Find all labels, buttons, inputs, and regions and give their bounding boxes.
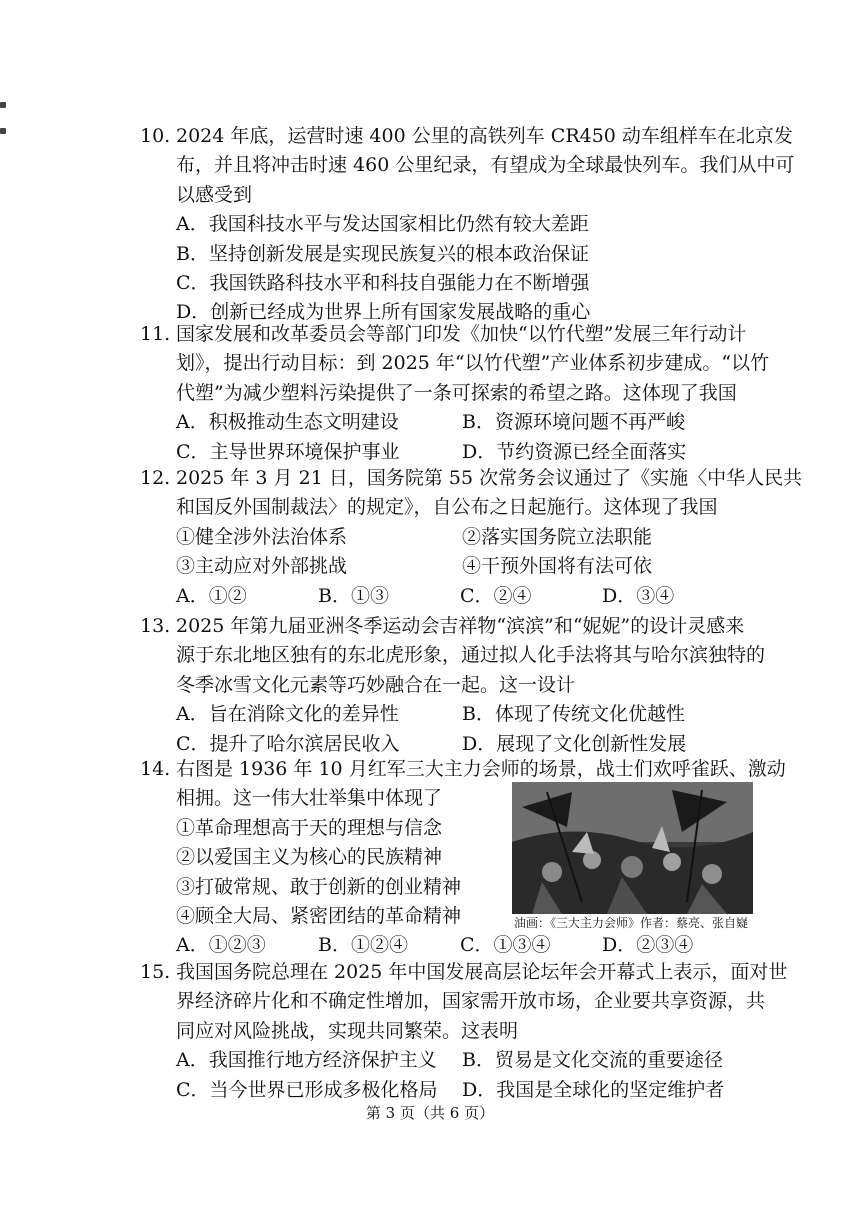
painting-image [512, 782, 753, 932]
option-d: D．②③④ [602, 934, 694, 957]
option-b: B．贸易是文化交流的重要途径 [462, 1049, 723, 1072]
option-c: C．①③④ [460, 934, 551, 957]
question-text: 布，并且将冲击时速 460 公里纪录，有望成为全球最快列车。我们从中可 [176, 154, 795, 177]
question-12 [140, 464, 803, 611]
option-b: B．资源环境问题不再严峻 [462, 411, 685, 434]
option-c: C．我国铁路科技水平和科技自强能力在不断增强 [176, 272, 590, 295]
page-footer: 第 3 页（共 6 页） [365, 1104, 495, 1122]
question-text: 右图是 1936 年 10 月红军三大主力会师的场景，战士们欢呼雀跃、激动 [176, 758, 786, 780]
statement-1: ①革命理想高于天的理想与信念 [176, 816, 443, 839]
statement-2: ②以爱国主义为核心的民族精神 [176, 846, 443, 869]
option-a: A．旨在消除文化的差异性 [176, 703, 399, 726]
painting-figure [512, 782, 753, 932]
question-number: 13. [140, 615, 171, 637]
option-b: B．坚持创新发展是实现民族复兴的根本政治保证 [176, 242, 589, 265]
question-text: 界经济碎片化和不确定性增加，国家需开放市场，企业要共享资源，共 [176, 990, 766, 1013]
option-a: A．我国科技水平与发达国家相比仍然有较大差距 [176, 213, 589, 236]
question-13 [140, 612, 766, 759]
question-11 [140, 320, 770, 467]
option-b: B．①②④ [318, 934, 408, 957]
question-text: 源于东北地区独有的东北虎形象，通过拟人化手法将其与哈尔滨独特的 [176, 644, 766, 667]
statement-4: ④顾全大局、紧密团结的革命精神 [176, 905, 462, 928]
painting-caption: 油画：《三大主力会师》作者：蔡亮、张自嶷 [512, 914, 753, 932]
option-a: A．①②③ [176, 934, 266, 957]
question-text: 同应对风险挑战，实现共同繁荣。这表明 [176, 1019, 519, 1042]
question-number: 10. [140, 125, 171, 147]
statement-4: ④干预外国将有法可依 [462, 555, 653, 578]
option-c: C．②④ [460, 584, 532, 607]
question-number: 11. [140, 323, 171, 345]
question-10 [140, 122, 795, 328]
question-text: 2025 年第九届亚洲冬季运动会吉祥物“滨滨”和“妮妮”的设计灵感来 [176, 615, 745, 637]
question-number: 15. [140, 961, 171, 983]
question-text: 代塑”为减少塑料污染提供了一条可探索的希望之路。这体现了我国 [176, 381, 737, 404]
statement-3: ③主动应对外部挑战 [176, 555, 348, 578]
option-a: A．积极推动生态文明建设 [176, 411, 399, 434]
option-b: B．体现了传统文化优越性 [462, 703, 685, 726]
option-b: B．①③ [318, 584, 389, 607]
option-d: D．③④ [602, 584, 675, 607]
question-text: 以感受到 [176, 183, 253, 206]
statement-2: ②落实国务院立法职能 [462, 525, 653, 548]
question-text: 2024 年底，运营时速 400 公里的高铁列车 CR450 动车组样车在北京发 [176, 125, 793, 147]
margin-mark [0, 128, 6, 134]
question-text: 划》，提出行动目标：到 2025 年“以竹代塑”产业体系初步建成。“以竹 [176, 352, 770, 375]
statement-1: ①健全涉外法治体系 [176, 525, 348, 548]
question-number: 12. [140, 467, 171, 489]
question-text: 和国反外国制裁法〉的规定》，自公布之日起施行。这体现了我国 [176, 496, 718, 519]
margin-mark [0, 102, 6, 108]
question-text: 2025 年 3 月 21 日，国务院第 55 次常务会议通过了《实施〈中华人民共 [176, 467, 803, 489]
option-d: D．展现了文化创新性发展 [462, 732, 687, 755]
option-d: D．节约资源已经全面落实 [462, 440, 687, 463]
question-text: 国家发展和改革委员会等部门印发《加快“以竹代塑”发展三年行动计 [176, 323, 747, 345]
option-c: C．主导世界环境保护事业 [176, 440, 400, 463]
option-a: A．①② [176, 584, 247, 607]
option-c: C．当今世界已形成多极化格局 [176, 1078, 438, 1101]
statement-3: ③打破常规、敢于创新的创业精神 [176, 875, 462, 898]
question-text: 冬季冰雪文化元素等巧妙融合在一起。这一设计 [176, 673, 576, 696]
question-number: 14. [140, 758, 171, 780]
question-text: 相拥。这一伟大壮举集中体现了 [176, 787, 443, 810]
option-a: A．我国推行地方经济保护主义 [176, 1049, 437, 1072]
question-text: 我国国务院总理在 2025 年中国发展高层论坛年会开幕式上表示，面对世 [176, 961, 788, 983]
option-d: D．我国是全球化的坚定维护者 [462, 1078, 725, 1101]
question-15 [140, 958, 788, 1105]
option-d: D．创新已经成为世界上所有国家发展战略的重心 [176, 301, 591, 324]
option-c: C．提升了哈尔滨居民收入 [176, 732, 400, 755]
